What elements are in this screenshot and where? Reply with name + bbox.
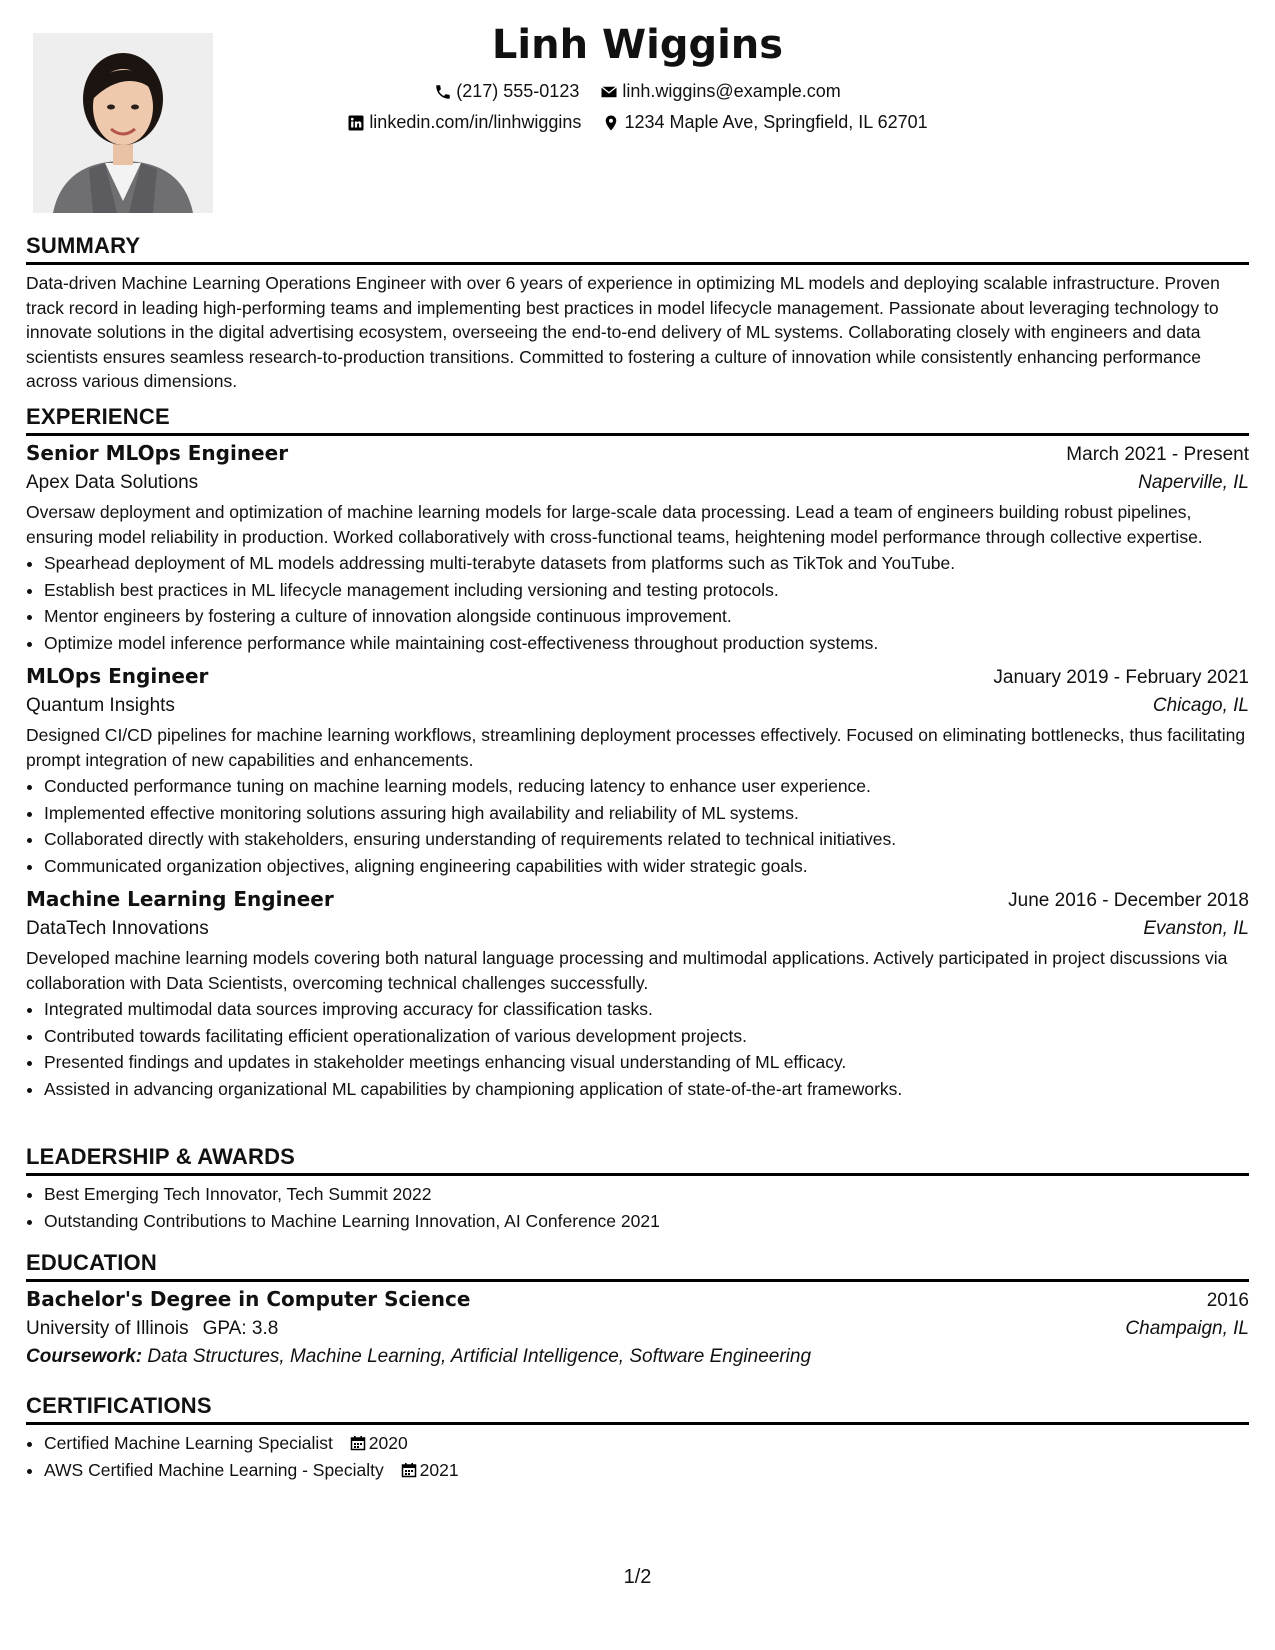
phone-contact[interactable] [434, 81, 579, 102]
job-header [26, 887, 1249, 912]
list-item: • Contributed towards facilitating efficient operationalization of various development projects. [44, 1023, 1249, 1050]
company-name: DataTech Innovations [26, 918, 209, 939]
coursework-text: Data Structures, Machine Learning, Artificial Intelligence, Software Engineering [147, 1346, 812, 1367]
job-dates: June 2016 - December 2018 [1008, 890, 1249, 911]
summary-section [26, 233, 1249, 394]
list-item [44, 1430, 1249, 1457]
job-location: Chicago, IL [1152, 695, 1249, 716]
email-text: linh.wiggins@example.com [622, 81, 841, 101]
school-info [26, 1318, 278, 1340]
address-contact [602, 112, 927, 133]
job-bullets [26, 550, 1249, 656]
gpa-text: GPA: 3.8 [202, 1318, 279, 1339]
section-title-education: EDUCATION [26, 1250, 1249, 1282]
job-title: Machine Learning Engineer [26, 887, 334, 911]
experience-section [26, 404, 1249, 1102]
certification-name: Certified Machine Learning Specialist [44, 1433, 333, 1453]
list-item: • Spearhead deployment of ML models addressing multi-terabyte datasets from platforms such as TikTok and YouTube. [44, 550, 1249, 577]
leadership-section [26, 1144, 1249, 1234]
linkedin-text: linkedin.com/in/linhwiggins [369, 112, 582, 132]
section-title-experience: EXPERIENCE [26, 404, 1249, 436]
linkedin-contact[interactable] [347, 112, 581, 133]
address-text: 1234 Maple Ave, Springfield, IL 62701 [624, 112, 928, 132]
school-name: University of Illinois [26, 1318, 189, 1339]
list-item: • Integrated multimodal data sources improving accuracy for classification tasks. [44, 996, 1249, 1023]
coursework-label: Coursework: [26, 1346, 143, 1367]
education-header [26, 1287, 1249, 1312]
candidate-name: Linh Wiggins [491, 22, 784, 68]
certification-name: AWS Certified Machine Learning - Specialty [44, 1459, 384, 1480]
summary-text: Data-driven Machine Learning Operations Engineer with over 6 years of experience in optimizing ML models and deploying scalable infrastructure. Proven track record in leading high-performing teams and implementing best practices in model lifecycle management. Passionate about leveraging technology to innovate solutions in the digital advertising ecosystem, overseeing the end-to-end delivery of ML systems. Collaborating closely with engineers and data scientists ensures seamless research-to-production transitions. Committed to fostering a culture of innovation while consistently enhancing performance across various dimensions. [26, 273, 1220, 391]
list-item: • Optimize model inference performance while maintaining cost-effectiveness throughout production systems. [44, 630, 1249, 657]
job-description: Developed machine learning models covering both natural language processing and multimodal applications. Actively participated in project discussions via collaboration with Data Scientists, overcoming technical challenges successfully. [26, 948, 1228, 993]
job-bullets [26, 996, 1249, 1102]
list-item: • Presented findings and updates in stakeholder meetings enhancing visual understanding of ML efficacy. [44, 1049, 1249, 1076]
section-title-certifications: CERTIFICATIONS [26, 1393, 1249, 1425]
job-entry [26, 441, 1249, 656]
job-bullets [26, 773, 1249, 879]
list-item: • Communicated organization objectives, aligning engineering capabilities with wider strategic goals. [44, 853, 1249, 880]
certification-year: 2020 [368, 1433, 408, 1453]
certifications-section [26, 1393, 1249, 1483]
phone-icon [434, 83, 452, 101]
job-subheader [26, 918, 1249, 940]
list-item: • Outstanding Contributions to Machine Learning Innovation, AI Conference 2021 [44, 1208, 1249, 1235]
email-contact[interactable] [600, 81, 840, 102]
list-item: • Collaborated directly with stakeholders, ensuring understanding of requirements related to technical initiatives. [44, 826, 1249, 853]
certifications-list [26, 1430, 1249, 1483]
list-item [44, 1457, 1249, 1484]
list-item: • Conducted performance tuning on machine learning models, reducing latency to enhance user experience. [44, 773, 1249, 800]
education-subheader [26, 1318, 1249, 1340]
job-subheader [26, 472, 1249, 494]
job-dates: March 2021 - Present [1066, 444, 1249, 465]
section-title-summary: SUMMARY [26, 233, 1249, 265]
list-item: • Assisted in advancing organizational ML capabilities by championing application of state-of-the-art frameworks. [44, 1076, 1249, 1103]
degree-title: Bachelor's Degree in Computer Science [26, 1287, 471, 1311]
certification-year: 2021 [419, 1459, 459, 1480]
job-entry [26, 887, 1249, 1102]
contact-line-1 [0, 81, 1275, 106]
job-header [26, 441, 1249, 466]
calendar-icon [401, 1462, 417, 1478]
envelope-icon [600, 83, 618, 101]
list-item: • Mentor engineers by fostering a culture of innovation alongside continuous improvement. [44, 603, 1249, 630]
job-title: MLOps Engineer [26, 664, 209, 688]
job-description: Designed CI/CD pipelines for machine learning workflows, streamlining deployment processes effectively. Focused on eliminating bottlenecks, thus facilitating prompt integration of new capabilities and enhancements. [26, 725, 1246, 770]
company-name: Quantum Insights [26, 695, 175, 716]
page-number: 1/2 [623, 1566, 652, 1588]
education-section [26, 1250, 1249, 1368]
list-item: • Best Emerging Tech Innovator, Tech Summit 2022 [44, 1181, 1249, 1208]
contact-line-2 [0, 112, 1275, 137]
linkedin-icon [347, 114, 365, 132]
list-item: • Implemented effective monitoring solutions assuring high availability and reliability of ML systems. [44, 800, 1249, 827]
coursework-line [26, 1346, 1249, 1368]
graduation-year: 2016 [1206, 1290, 1249, 1311]
job-header [26, 664, 1249, 689]
job-location: Naperville, IL [1138, 472, 1249, 493]
job-title: Senior MLOps Engineer [26, 441, 289, 465]
phone-text: (217) 555-0123 [456, 81, 580, 101]
job-entry [26, 664, 1249, 879]
awards-list [26, 1181, 1249, 1234]
map-pin-icon [602, 114, 620, 132]
job-location: Evanston, IL [1143, 918, 1249, 939]
job-subheader [26, 695, 1249, 717]
job-dates: January 2019 - February 2021 [993, 667, 1249, 688]
job-description: Oversaw deployment and optimization of machine learning models for large-scale data processing. Lead a team of engineers building robust pipelines, ensuring model reliability in production. Worked collaboratively with cross-functional teams, heightening model performance through collective expertise. [26, 502, 1203, 547]
section-title-leadership: LEADERSHIP & AWARDS [26, 1144, 1249, 1176]
school-location: Champaign, IL [1125, 1318, 1249, 1339]
list-item: • Establish best practices in ML lifecycle management including versioning and testing protocols. [44, 577, 1249, 604]
calendar-icon [350, 1435, 366, 1451]
company-name: Apex Data Solutions [26, 472, 199, 493]
